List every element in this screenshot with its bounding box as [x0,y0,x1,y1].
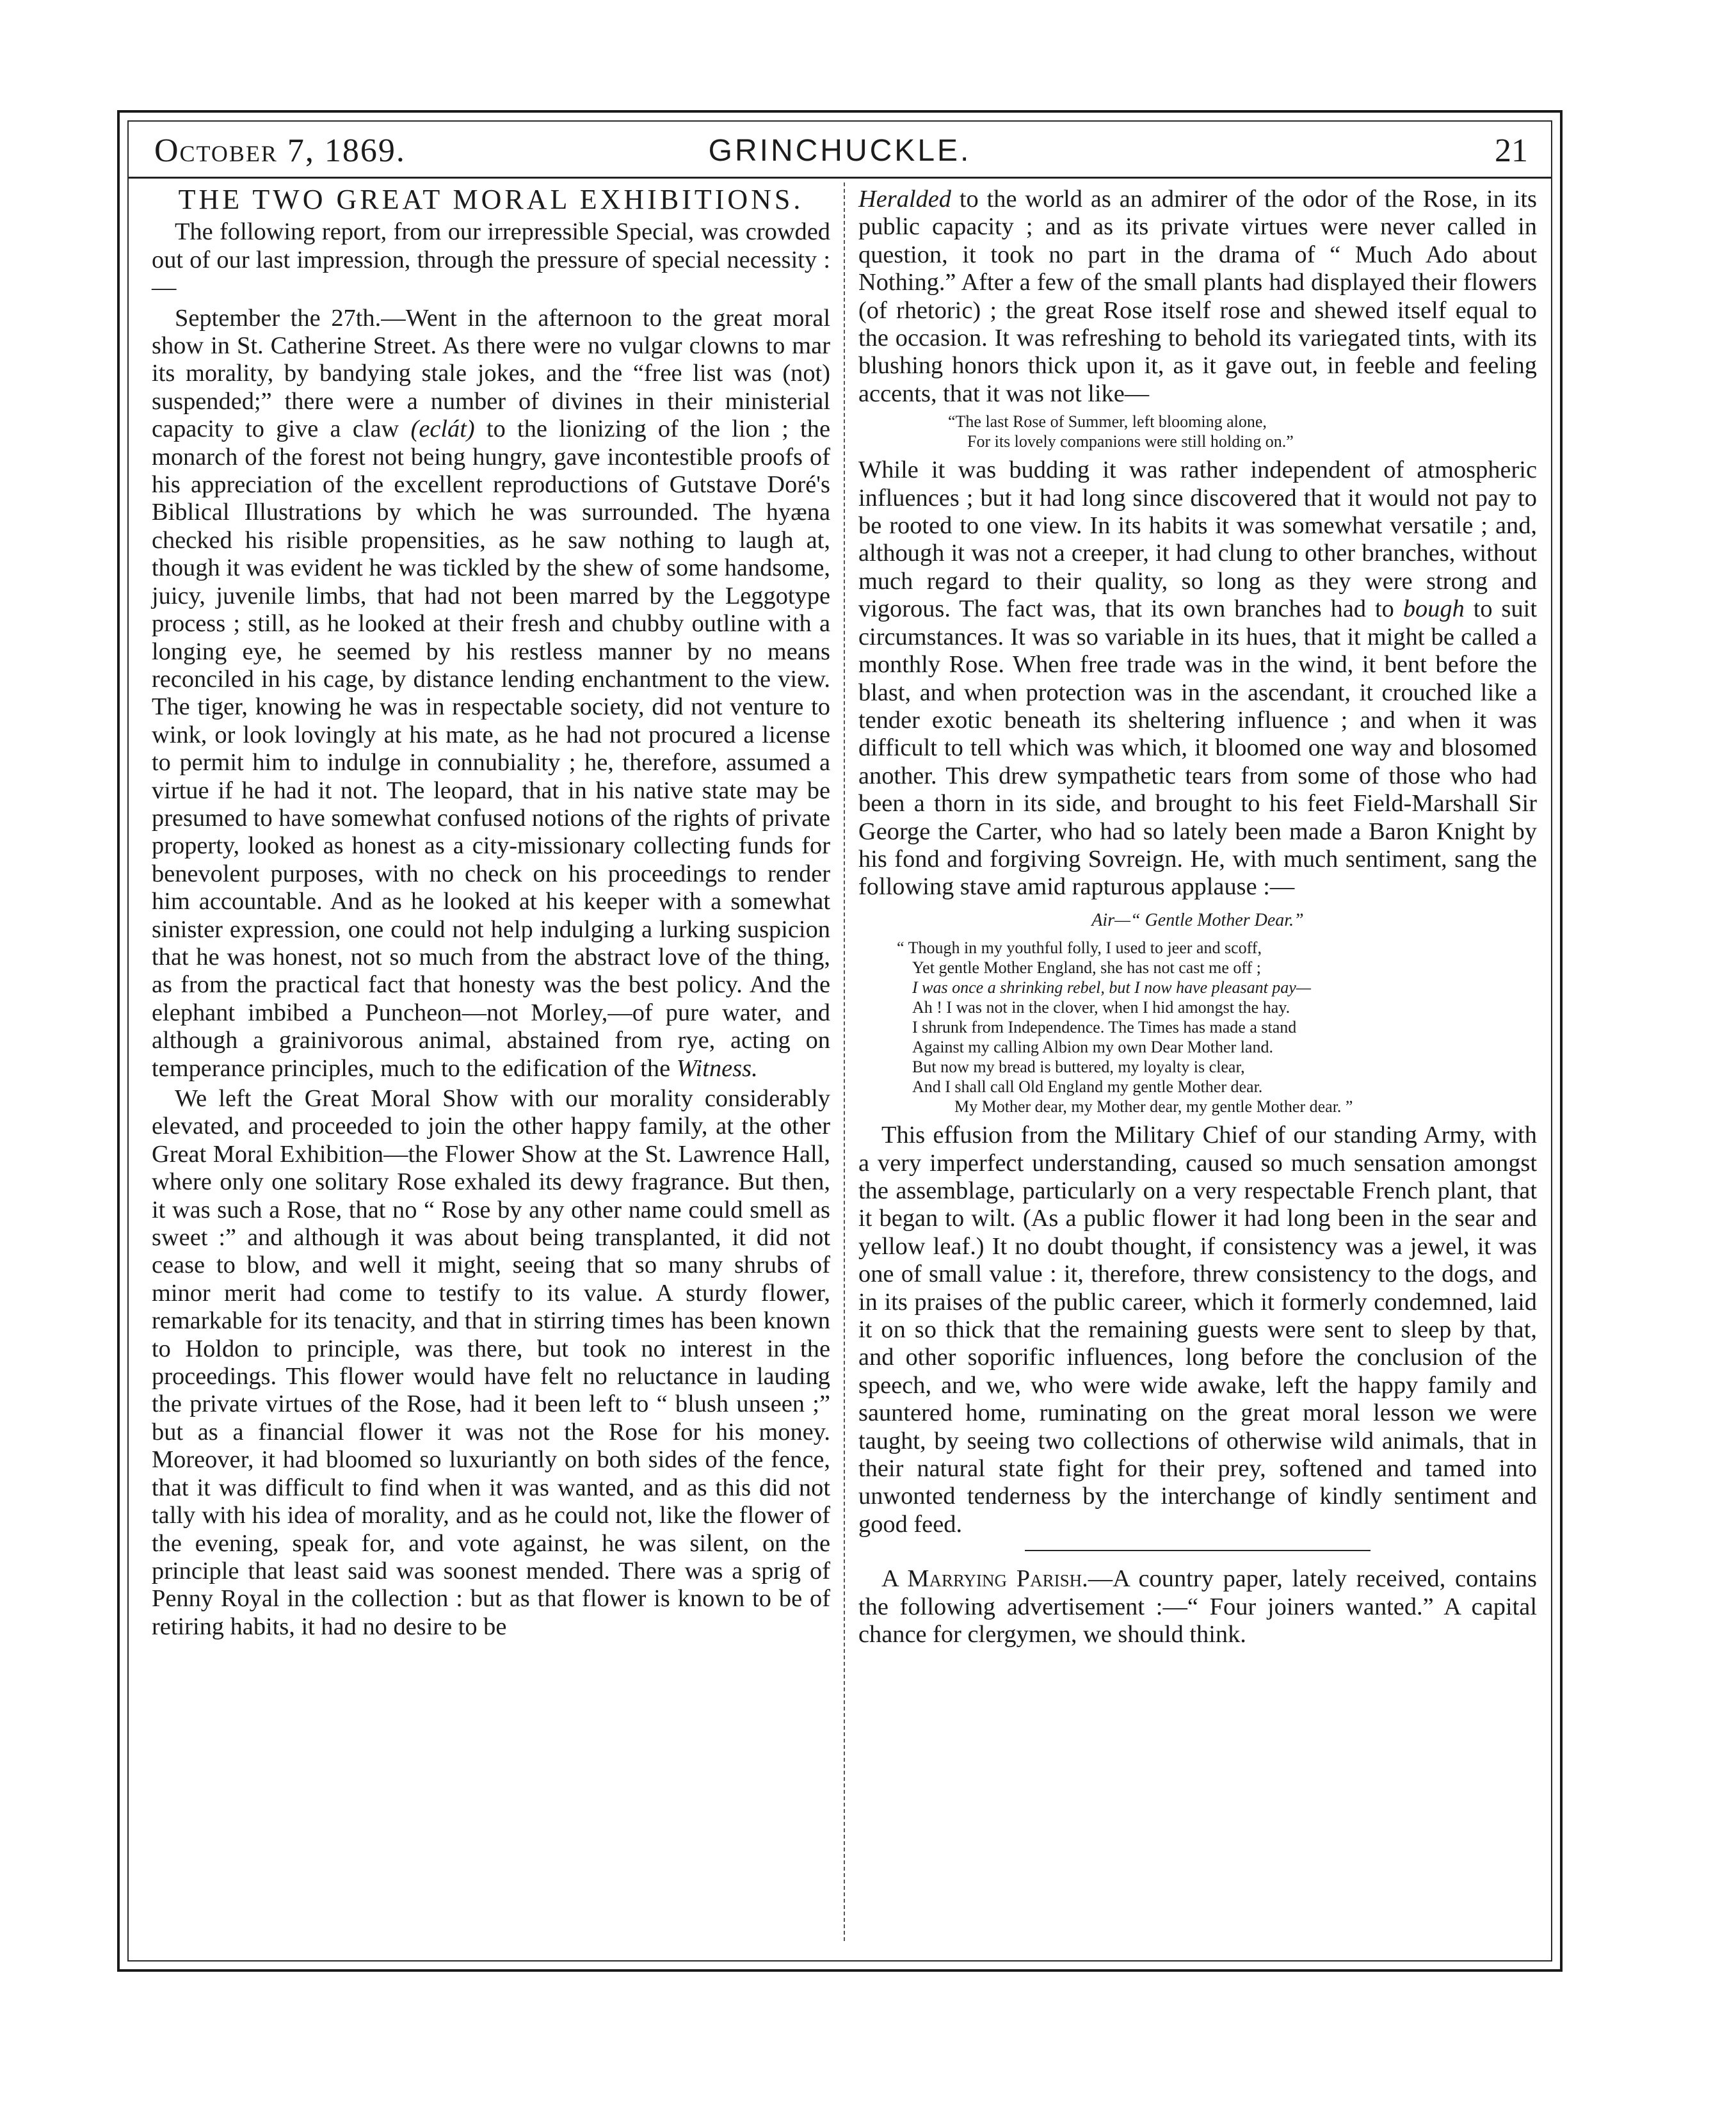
song-line: “ Though in my youthful folly, I used to jeer and scoff, [897,939,1262,958]
marrying-parish-notice: A Marrying Parish.—A country paper, lately received, contains the following advertisement :—“ Four joiners wanted.” A capital chance for clergymen, we should think. [858,1565,1537,1648]
song-verse [858,938,1537,1116]
song-air-title: Air—“ Gentle Mother Dear.” [1091,910,1304,930]
article-paragraph-flower-show: We left the Great Moral Show with our morality considerably elevated, and proceeded to join the other happy family, at the other Great Moral Exhibition—the Flower Show at the St. Lawrence Hall, where only one solitary Rose exhaled its dewy fragrance. But then, it was such a Rose, that no “ Rose by any other name could smell as sweet :” and although it was about being transplanted, it did not cease to blow, and well it might, seeing that so many shrubs of minor merit had come to testify to its value. A sturdy flower, remarkable for its tenacity, and that in stirring times has been known to Holdon to principle, was there, but took no interest in the proceedings. This flower would have felt no reluctance in lauding the private virtues of the Rose, had it been left to “ blush unseen ;” but as a financial flower it was not the Rose for his money. Moreover, it had bloomed so luxuriantly on both sides of the fence, that it was difficult to find when it was wanted, and as this did not tally with his idea of morality, and as he could not, like the flower of the evening, speak for, and vote against, he was silent, on the principle that least said was soonest mended. There was a sprig of Penny Royal in the collection : but as that flower is known to be of retiring habits, it had no desire to be [152,1085,830,1640]
section-rule [1025,1550,1370,1551]
page-frame [117,110,1563,1972]
page-inner-frame [127,120,1552,1962]
song-line: Ah ! I was not in the clover, when I hid amongst the hay. [912,998,1290,1017]
right-column [858,186,1537,1651]
page-header [129,122,1551,179]
song-line: My Mother dear, my Mother dear, my gentle Mother dear. ” [954,1097,1353,1116]
song-line: I was once a shrinking rebel, but I now have pleasant pay— [912,978,1311,997]
article-intro: The following report, from our irrepressible Special, was crowded out of our last impression, through the pressure of special necessity :— [152,218,830,302]
masthead-title: GRINCHUCKLE. [708,134,972,168]
song-line: Against my calling Albion my own Dear Mother land. [912,1038,1273,1057]
article-title: THE TWO GREAT MORAL EXHIBITIONS. [178,184,804,215]
song-line: I shrunk from Independence. The Times has made a stand [912,1018,1297,1037]
left-column [152,186,830,1643]
issue-date: October 7, 1869. [154,133,406,169]
witness-italic: Witness. [676,1054,758,1082]
article-paragraph-september: September the 27th.—Went in the afternoon to the great moral show in St. Catherine Street. As there were no vulgar clowns to mar its morality, by bandying stale jokes, and the “free list was (not) suspended;” there were a number of divines in their ministerial capacity to give a claw (eclát) to the lionizing of the lion ; the monarch of the forest not being hungry, gave incontestible proofs of his appreciation of the excellent reproductions of Gutstave Doré's Biblical Illustrations by which he was surrounded. The hyæna checked his risible propensities, as he saw nothing to laugh at, though it was evident he was tickled by the shew of some handsome, juicy, juvenile limbs, that had not been marred by the Leggotype process ; still, as he looked at their fresh and chubby outline with a longing eye, he seemed by his restless manner by no means reconciled in his cage, by distance lending enchantment to the view. The tiger, knowing he was in respectable society, did not venture to wink, or look lovingly at his mate, as he had not procured a license to permit him to indulge in connubiality ; he, therefore, assumed a virtue if he had it not. The leopard, that in his native state may be presumed to have somewhat confused notions of the rights of private property, looked as honest as a city-missionary collecting funds for benevolent purposes, with no check on his proceedings to render him accountable. And as he looked at his keeper with a somewhat sinister expression, one could not help indulging a lurking suspicion that he was honest, not so much from the abstract love of the thing, as from the practical fact that honesty was the best policy. And the elephant imbibed a Puncheon—not Morley,—of pure water, and although a grainivorous animal, abstained from rye, acting on temperance principles, much to the edification of the Witness. [152,304,831,1082]
page-number: 21 [1495,133,1528,169]
song-line: But now my bread is buttered, my loyalty is clear, [912,1058,1245,1077]
rose-quote: “The last Rose of Summer, left blooming alone, For its lovely companions were still holding on.” [948,412,1294,451]
notice-heading: A Marrying Parish. [881,1565,1088,1593]
song-line: And I shall call Old England my gentle Mother dear. [912,1077,1263,1097]
heralded-italic: Heralded [858,186,951,213]
song-line: Yet gentle Mother England, she has not cast me off ; [912,958,1261,978]
article-paragraph-effusion: This effusion from the Military Chief of our standing Army, with a very imperfect understanding, caused so much sensation amongst the assemblage, particularly on a very respectable French plant, that it began to wilt. (As a public flower it had long been in the sear and yellow leaf.) It no doubt thought, if consistency was a jewel, it was one of small value : it, therefore, threw consistency to the dogs, and in its praises of the public career, which it formerly condemned, laid it on so thick that the remaining guests were sent to sleep by that, and other soporific influences, long before the conclusion of the speech, and we, who were wide awake, left the happy family and sauntered home, ruminating on the great moral lesson we were taught, by seeing two collections of otherwise wild animals, that in their natural state fight for their prey, softened and tamed into unwonted tenderness by the interchange of kindly sentiment and good feed. [858,1122,1537,1538]
article-paragraph-flower-show-cont: Heralded to the world as an admirer of the odor of the Rose, in its public capacity ; and as its private virtues were never called in question, it took no part in the drama of “ Much Ado about Nothing.” After a few of the small plants had displayed their flowers (of rhetoric) ; the great Rose itself rose and shewed itself equal to the occasion. It was refreshing to behold its variegated tints, with its blushing honors thick upon it, as it gave out, in feeble and feeling accents, that it was not like— [858,186,1537,407]
eclat-italic: (eclát) [410,415,475,443]
column-divider [844,182,845,1941]
article-paragraph-budding: While it was budding it was rather independent of atmospheric influences ; but it had long since discovered that it would not pay to be rooted to one view. In its habits it was somewhat versatile ; and, although it was not a creeper, it had clung to other branches, without much regard to their quality, so long as they were strong and vigorous. The fact was, that its own branches had to bough to suit circumstances. It was so variable in its hues, that it might be called a monthly Rose. When free trade was in the wind, it bent before the blast, and when protection was in the ascendant, it crouched like a tender exotic beneath its sheltering influence ; and when it was difficult to tell which was which, it bloomed one way and blosomed another. This drew sympathetic tears from some of those who had been a thorn in its side, and brought to his feet Field-Marshall Sir George the Carter, who had so lately been made a Baron Knight by his fond and forgiving Sovreign. He, with much sentiment, sang the following stave amid rapturous applause :— [858,456,1537,901]
bough-italic: bough [1402,595,1465,623]
